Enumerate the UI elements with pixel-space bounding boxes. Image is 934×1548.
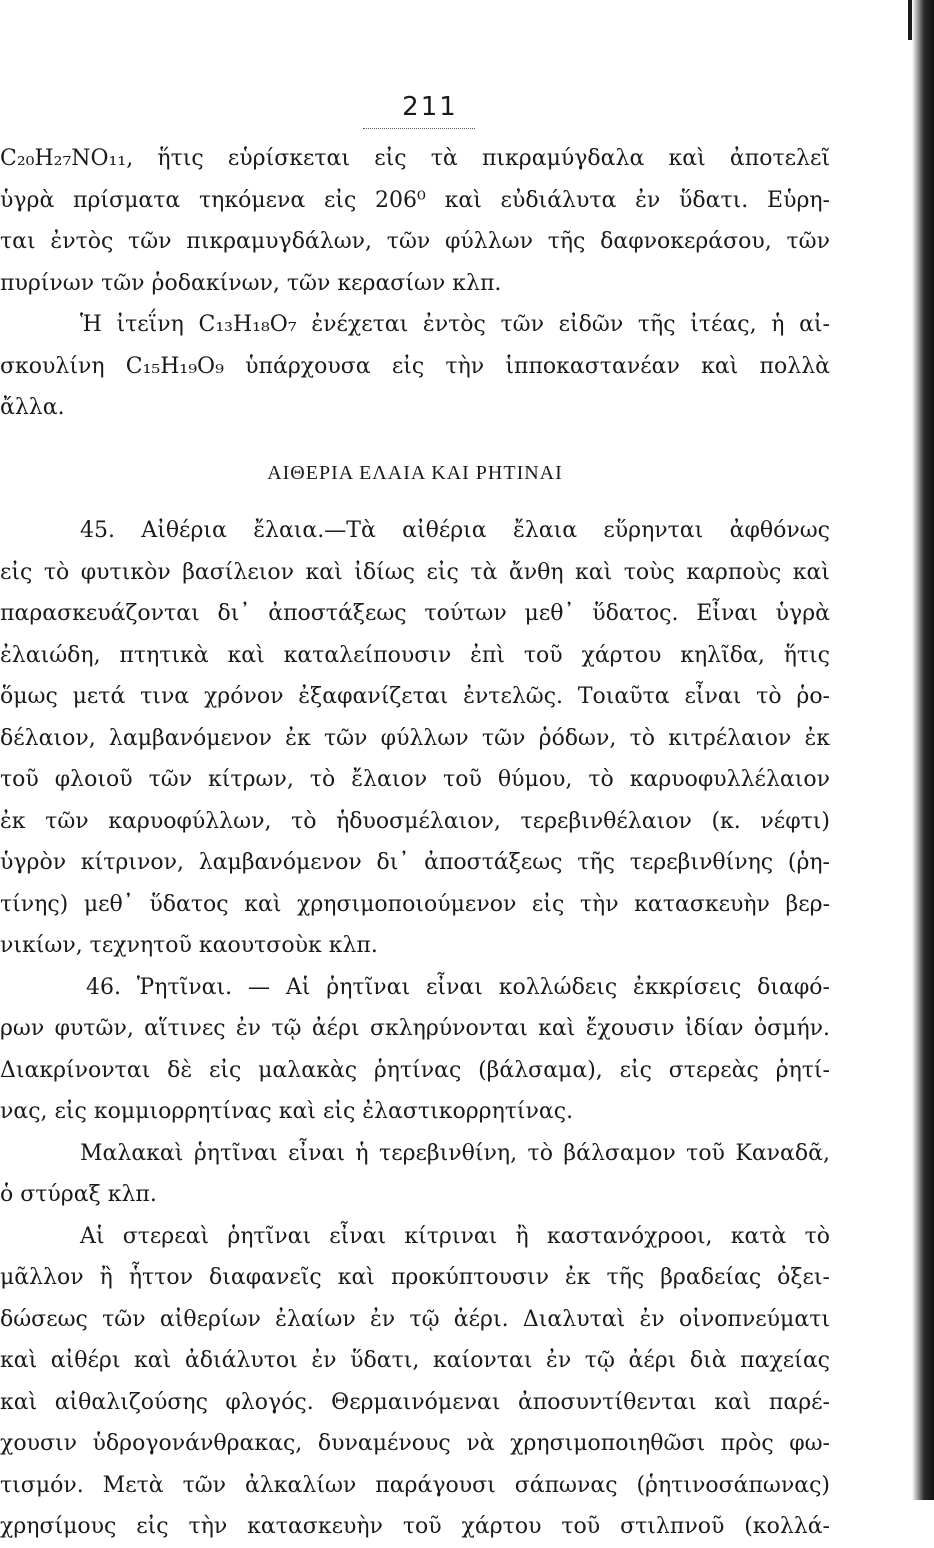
- page-number: 211: [402, 92, 458, 122]
- text-line: πυρίνων τῶν ῥοδακίνων, τῶν κερασίων κλπ.: [0, 270, 502, 296]
- text-line: ἐλαιώδη, πτητικὰ καὶ καταλείπουσιν ἐπὶ τοῦ χάρτου κηλῖδα, ἥτις: [0, 642, 830, 668]
- text-line: ὁ στύραξ κλπ.: [0, 1182, 157, 1207]
- text-line: μᾶλλον ἢ ἧττον διαφανεῖς καὶ προκύπτουσιν ἐκ τῆς βραδείας ὀξει-: [0, 1265, 830, 1290]
- text-line: καὶ αἰθέρι καὶ ἀδιάλυτοι ἐν ὕδατι, καίονται ἐν τῷ ἀέρι διὰ παχείας: [0, 1348, 830, 1373]
- section-heading: ΑΙΘΕΡΙΑ ΕΛΑΙΑ ΚΑΙ ΡΗΤΙΝΑΙ: [267, 461, 563, 484]
- book-gutter-edge: [912, 0, 934, 1500]
- text-line: τοῦ φλοιοῦ τῶν κίτρων, τὸ ἔλαιον τοῦ θύμου, τὸ καρυοφυλλέλαιον: [0, 767, 830, 792]
- text-line: Διακρίνονται δὲ εἰς μαλακὰς ῥητίνας (βάλσαμα), εἰς στερεὰς ῥητί-: [0, 1057, 830, 1083]
- text-line: 45. Αἰθέρια ἔλαια.—Τὰ αἰθέρια ἔλαια εὕρηνται ἀφθόνως: [80, 518, 830, 543]
- page-body: [0, 138, 830, 1548]
- text-line: Μαλακαὶ ῥητῖναι εἶναι ἡ τερεβινθίνη, τὸ βάλσαμον τοῦ Καναδᾶ,: [80, 1140, 830, 1166]
- text-line: ἐκ τῶν καρυοφύλλων, τὸ ἡδυοσμέλαιον, τερεβινθέλαιον (κ. νέφτι): [0, 808, 830, 834]
- text-line: ὑγρὸν κίτρινον, λαμβανόμενον δι᾽ ἀποστάξεως τῆς τερεβινθίνης (ῥη-: [0, 850, 830, 875]
- text-line: χρησίμους εἰς τὴν κατασκευὴν τοῦ χάρτου τοῦ στιλπνοῦ (κολλά-: [0, 1514, 830, 1539]
- text-line: τίνης) μεθ᾽ ὕδατος καὶ χρησιμοποιούμενον εἰς τὴν κατασκευὴν βερ-: [0, 891, 830, 917]
- text-line: C₂₀H₂₇NO₁₁, ἥτις εὑρίσκεται εἰς τὰ πικραμύγδαλα καὶ ἀποτελεῖ: [0, 146, 830, 171]
- text-line: 46. Ῥητῖναι. — Αἱ ῥητῖναι εἶναι κολλώδεις ἐκκρίσεις διαφό-: [86, 974, 830, 1000]
- text-line: παρασκευάζονται δι᾽ ἀποστάξεως τούτων μεθ᾽ ὕδατος. Εἶναι ὑγρὰ: [0, 601, 830, 626]
- text-line: νας, εἰς κομμιορρητίνας καὶ εἰς ἐλαστικορρητίνας.: [0, 1099, 574, 1124]
- text-line: ἄλλα.: [0, 395, 65, 420]
- text-line: τισμόν. Μετὰ τῶν ἀλκαλίων παράγουσι σάπωνας (ῥητινοσάπωνας): [0, 1472, 830, 1498]
- text-line: δώσεως τῶν αἰθερίων ἐλαίων ἐν τῷ ἀέρι. Διαλυταὶ ἐν οἰνοπνεύματι: [0, 1306, 830, 1332]
- text-line: Αἱ στερεαὶ ῥητῖναι εἶναι κίτριναι ἢ καστανόχροοι, κατὰ τὸ: [80, 1223, 830, 1249]
- header-rule: [363, 128, 475, 129]
- text-line: χουσιν ὑδρογονάνθρακας, δυναμένους νὰ χρησιμοποιηθῶσι πρὸς φω-: [0, 1431, 830, 1456]
- text-line: εἰς τὸ φυτικὸν βασίλειον καὶ ἰδίως εἰς τὰ ἄνθη καὶ τοὺς καρποὺς καὶ: [0, 559, 830, 585]
- text-line: Ἡ ἰτεΐνη C₁₃H₁₈O₇ ἐνέχεται ἐντὸς τῶν εἰδῶν τῆς ἰτέας, ἡ αἰ-: [80, 312, 830, 337]
- text-line: σκουλίνη C₁₅H₁₉O₉ ὑπάρχουσα εἰς τὴν ἱπποκαστανέαν καὶ πολλὰ: [0, 353, 830, 379]
- text-line: ται ἐντὸς τῶν πικραμυγδάλων, τῶν φύλλων τῆς δαφνοκεράσου, τῶν: [0, 229, 830, 254]
- text-line: ὑγρὰ πρίσματα τηκόμενα εἰς 206⁰ καὶ εὐδιάλυτα ἐν ὕδατι. Εὑρη-: [0, 187, 830, 213]
- text-line: δέλαιον, λαμβανόμενον ἐκ τῶν φύλλων τῶν ῥόδων, τὸ κιτρέλαιον ἐκ: [0, 725, 830, 751]
- text-line: καὶ αἰθαλιζούσης φλογός. Θερμαινόμεναι ἀποσυντίθενται καὶ παρέ-: [0, 1389, 830, 1415]
- text-line: ρων φυτῶν, αἵτινες ἐν τῷ ἀέρι σκληρύνονται καὶ ἔχουσιν ἰδίαν ὀσμήν.: [0, 1016, 830, 1041]
- text-line: ὅμως μετά τινα χρόνον ἐξαφανίζεται ἐντελῶς. Τοιαῦτα εἶναι τὸ ῥο-: [0, 684, 830, 709]
- text-line: νικίων, τεχνητοῦ καουτσοὺκ κλπ.: [0, 933, 378, 958]
